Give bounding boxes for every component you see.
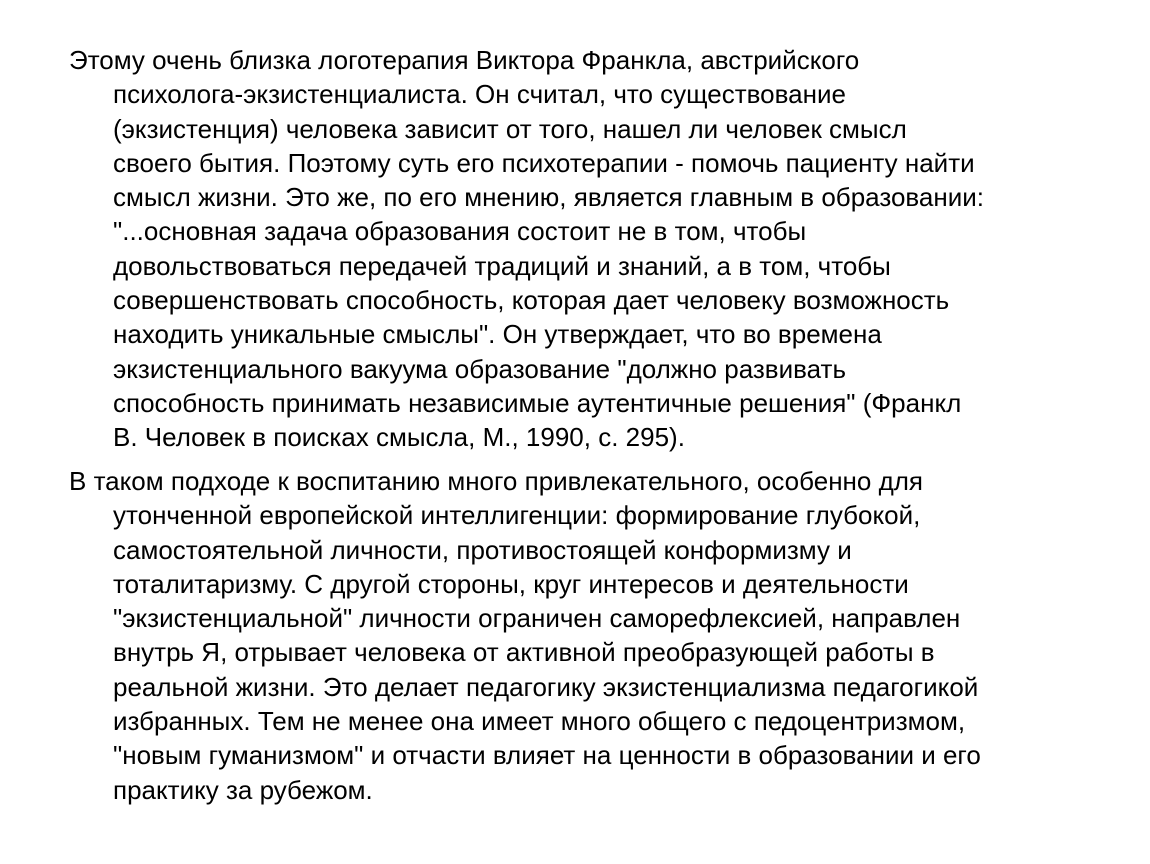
text-line: избранных. Тем не менее она имеет много общего с педоцентризмом, — [113, 706, 966, 737]
text-line: психолога-экзистенциалиста. Он считал, что существование — [113, 79, 846, 110]
text-line: внутрь Я, отрывает человека от активной преобразующей работы в — [113, 637, 935, 668]
text-line: своего бытия. Поэтому суть его психотерапии - помочь пациенту найти — [113, 147, 975, 178]
text-line: "новым гуманизмом" и отчасти влияет на ценности в образовании и его — [113, 740, 981, 771]
text-line: реальной жизни. Это делает педагогику экзистенциализма педагогикой — [113, 671, 979, 702]
text-line: экзистенциального вакуума образование "должно развивать — [113, 353, 846, 384]
text-line: довольствоваться передачей традиций и знаний, а в том, чтобы — [113, 250, 891, 281]
text-line: (экзистенция) человека зависит от того, нашел ли человек смысл — [113, 113, 907, 144]
paragraph-logotherapy — [69, 43, 1099, 455]
text-line: находить уникальные смыслы". Он утверждает, что во времена — [113, 319, 882, 350]
text-line: В таком подходе к воспитанию много привлекательного, особенно для — [69, 466, 924, 496]
paragraph-existential-pedagogy — [69, 464, 1099, 807]
text-line: совершенствовать способность, которая дает человеку возможность — [113, 285, 950, 316]
text-line: практику за рубежом. — [113, 774, 373, 805]
text-line: Этому очень близка логотерапия Виктора Франкла, австрийского — [69, 45, 860, 75]
text-line: смысл жизни. Это же, по его мнению, является главным в образовании: — [113, 182, 985, 213]
text-line: тоталитаризму. С другой стороны, круг интересов и деятельности — [113, 568, 909, 599]
text-line: "экзистенциальной" личности ограничен саморефлексией, направлен — [113, 603, 961, 634]
text-line: "...основная задача образования состоит не в том, чтобы — [113, 216, 807, 247]
text-line: утонченной европейской интеллигенции: формирование глубокой, — [113, 500, 921, 531]
text-line: способность принимать независимые аутентичные решения" (Франкл — [113, 387, 962, 418]
text-line: В. Человек в поисках смысла, М., 1990, с. 295). — [113, 422, 685, 453]
text-line: самостоятельной личности, противостоящей конформизму и — [113, 534, 852, 565]
